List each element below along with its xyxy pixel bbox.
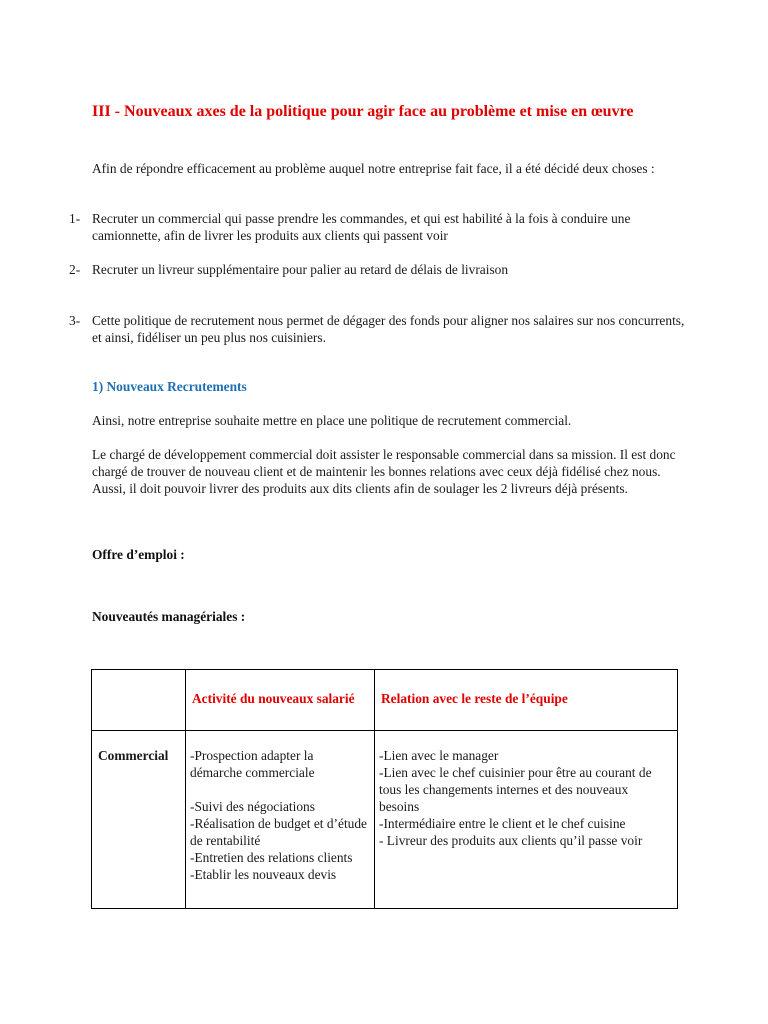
activity-item: -Etablir les nouveaux devis — [190, 867, 337, 882]
table-header-activity: Activité du nouveaux salarié — [186, 670, 375, 731]
subsection-paragraph-2: Le chargé de développement commercial doit assister le responsable commercial dans sa mission. Il est donc chargé de trouver de nouveau client et de maintenir les bonnes relations avec ceux déjà fidélisé chez nous. Aussi, il doit pouvoir livrer des produits aux dits clients afin de soulager les 2 livreurs déjà présents. — [92, 447, 676, 496]
table-header-row — [92, 670, 678, 731]
activity-item: -Suivi des négociations — [190, 799, 315, 814]
activity-item: -Réalisation de budget et d’étude de rentabilité — [190, 816, 367, 848]
relation-item: -Intermédiaire entre le client et le chef cuisine — [379, 816, 626, 831]
intro-paragraph: Afin de répondre efficacement au problème auquel notre entreprise fait face, il a été décidé deux choses : — [92, 161, 655, 176]
table-header-relation: Relation avec le reste de l’équipe — [375, 670, 678, 731]
offre-emploi-label: Offre d’emploi : — [92, 547, 185, 562]
subsection-paragraph-1: Ainsi, notre entreprise souhaite mettre en place une politique de recrutement commercial. — [92, 413, 572, 428]
activities-cell — [186, 731, 375, 909]
list-number-3: 3- — [69, 313, 81, 328]
list-number-2: 2- — [69, 262, 81, 277]
subsection-heading: 1) Nouveaux Recrutements — [92, 379, 247, 394]
relation-item: -Lien avec le chef cuisinier pour être au courant de tous les changements internes et des nouveaux besoins — [379, 765, 652, 814]
activity-item: -Prospection adapter la démarche commerciale — [190, 748, 315, 780]
activity-item: -Entretien des relations clients — [190, 850, 353, 865]
table-row-label: Commercial — [92, 731, 186, 909]
list-item-3: Cette politique de recrutement nous permet de dégager des fonds pour aligner nos salaires sur nos concurrents, et ainsi, fidéliser un peu plus nos cuisiniers. — [92, 313, 685, 345]
spacer — [190, 781, 368, 798]
table-row — [92, 731, 678, 909]
management-table — [91, 669, 678, 909]
list-item-2: Recruter un livreur supplémentaire pour palier au retard de délais de livraison — [92, 262, 509, 277]
relations-cell — [375, 731, 678, 909]
nouveautes-label: Nouveautés managériales : — [92, 609, 246, 624]
relation-item: -Lien avec le manager — [379, 748, 499, 763]
table-header-empty-cell — [92, 670, 186, 731]
section-title: III - Nouveaux axes de la politique pour agir face au problème et mise en œuvre — [92, 103, 634, 120]
list-item-1: Recruter un commercial qui passe prendre les commandes, et qui est habilité à la fois à conduire une camionnette, afin de livrer les produits aux clients qui passent voir — [92, 211, 631, 243]
list-number-1: 1- — [69, 211, 81, 226]
relation-item: - Livreur des produits aux clients qu’il passe voir — [379, 833, 643, 848]
